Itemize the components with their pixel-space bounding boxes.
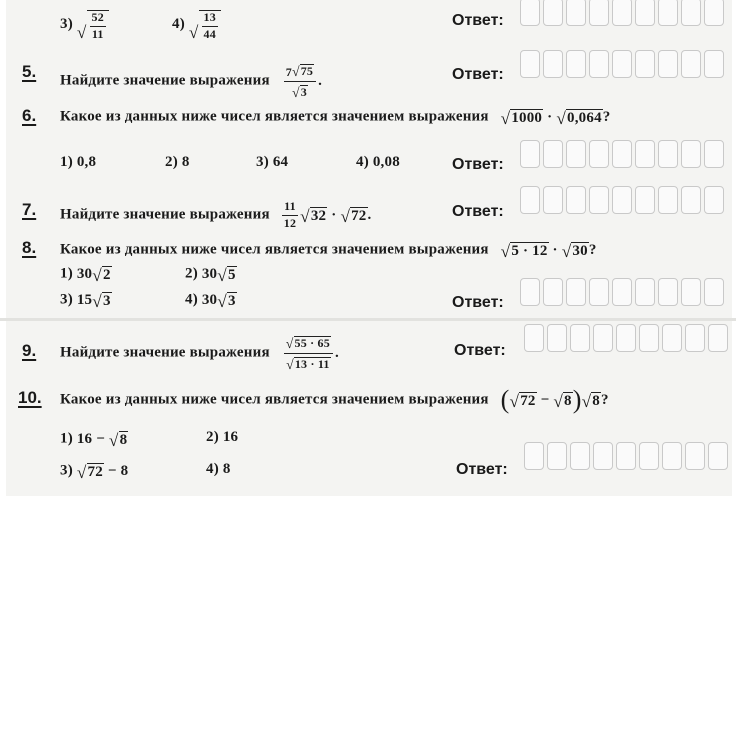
p8-option-4: 4) 30 √ 3 — [185, 291, 236, 311]
problem-5-text: Найдите значение выражения 7 √ 75 √ 3 . — [60, 64, 323, 100]
answer-boxes-4[interactable] — [520, 0, 727, 28]
problem-number-6: 6. — [22, 106, 37, 125]
answer-label: Ответ: — [452, 294, 504, 311]
problem-number-5: 5. — [22, 62, 37, 81]
problem-6-text: Какое из данных ниже чисел является значением выражения √ 1000 · √ 0,064 ? — [60, 108, 611, 128]
problem-10-text: Какое из данных ниже чисел является значением выражения ( √ 72 − √ 8 ) √ 8 ? — [60, 385, 609, 414]
answer-boxes-9[interactable] — [524, 324, 731, 354]
problem-8-text: Какое из данных ниже чисел является значением выражения √ 5 · 12 · √ 30 ? — [60, 241, 597, 261]
p10-option-3: 3) √ 72 − 8 — [60, 462, 129, 482]
p8-option-2: 2) 30 √ 5 — [185, 265, 236, 285]
answer-label: Ответ: — [456, 461, 508, 478]
p6-option-4: 4) 0,08 — [356, 154, 400, 170]
page-seam — [0, 318, 736, 321]
answer-boxes-10[interactable] — [524, 442, 731, 472]
option-3: 3) √ $\frac{52}{11}$ — [60, 8, 109, 42]
problem-number-9: 9. — [22, 341, 37, 360]
option-4: 4) √ $\frac{13}{44}$ — [172, 8, 221, 42]
answer-label: Ответ: — [452, 12, 504, 29]
p6-option-2: 2) 8 — [165, 154, 190, 170]
answer-label: Ответ: — [454, 342, 506, 359]
p10-option-2: 2) 16 — [206, 429, 239, 445]
problem-9-text: Найдите значение выражения √ 55 · 65 √ 13 · 11 . — [60, 336, 339, 372]
p8-option-1: 1) 30 √ 2 — [60, 265, 111, 285]
answer-label: Ответ: — [452, 66, 504, 83]
problem-number-10: 10. — [18, 388, 42, 407]
problem-number-7: 7. — [22, 200, 37, 219]
problem-number-8: 8. — [22, 238, 37, 257]
p6-option-3: 3) 64 — [256, 154, 289, 170]
answer-label: Ответ: — [452, 203, 504, 220]
p6-option-1: 1) 0,8 — [60, 154, 97, 170]
problem-7-text: Найдите значение выражения $\frac{11}{12}$ √ 32 · √ 72 . — [60, 199, 372, 230]
answer-label: Ответ: — [452, 156, 504, 173]
p8-option-3: 3) 15 √ 3 — [60, 291, 111, 311]
p10-option-1: 1) 16 − √ 8 — [60, 430, 128, 450]
answer-boxes-6[interactable] — [520, 140, 727, 170]
answer-boxes-7[interactable] — [520, 186, 727, 216]
answer-boxes-8[interactable] — [520, 278, 727, 308]
p10-option-4: 4) 8 — [206, 461, 231, 477]
answer-boxes-5[interactable] — [520, 50, 727, 80]
